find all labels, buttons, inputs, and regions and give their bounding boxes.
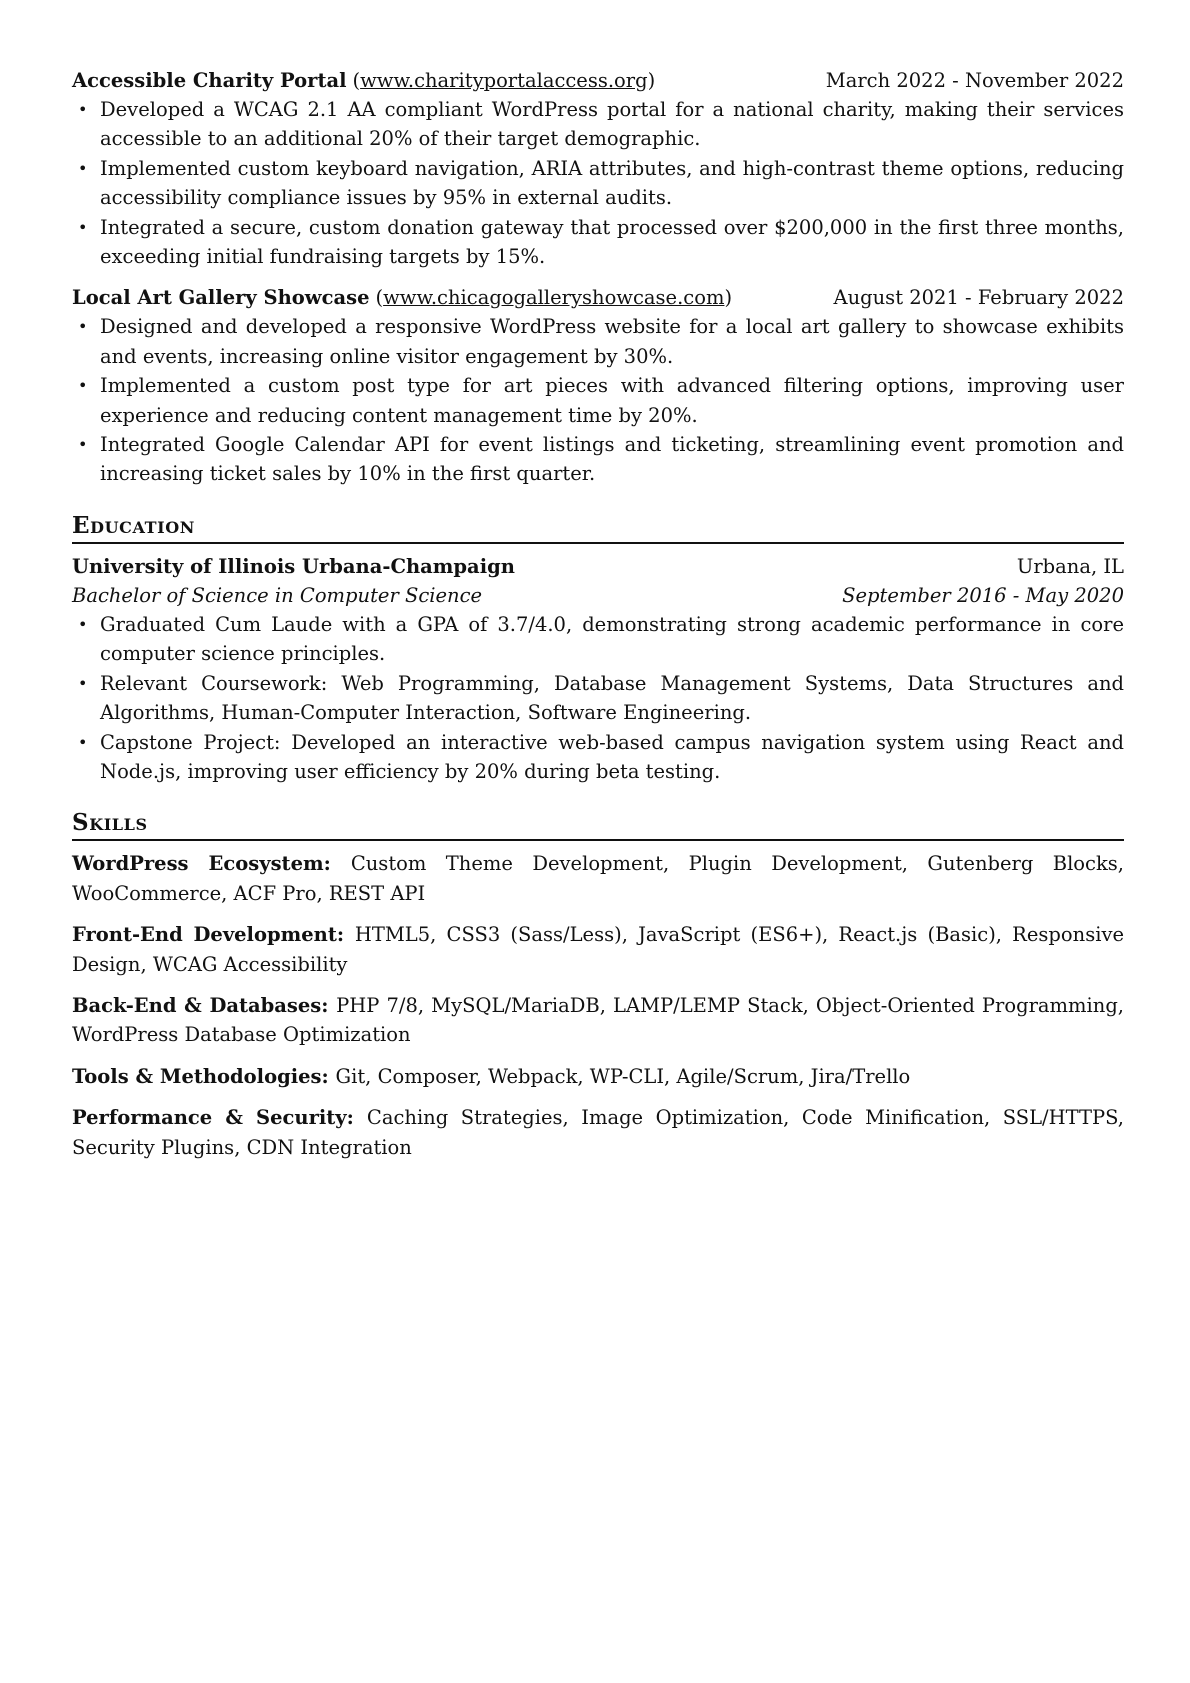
degree-row xyxy=(72,581,1124,610)
bullet-item: • Designed and developed a responsive WordPress website for a local art gallery to showcase exhibits and events, increasing online visitor engagement by 30%. xyxy=(72,312,1124,371)
skill-text: Caching Strategies, Image Optimization, Code Minification, SSL/HTTPS, Security Plugins, CDN Integration xyxy=(72,1106,1124,1159)
education-heading: Education xyxy=(72,511,1124,544)
bullet-item: • Integrated Google Calendar API for event listings and ticketing, streamlining event promotion and increasing ticket sales by 10% in the first quarter. xyxy=(72,430,1124,489)
skill-row xyxy=(72,1062,1124,1091)
education-entry xyxy=(72,552,1124,786)
skill-text: HTML5, CSS3 (Sass/Less), JavaScript (ES6+), React.js (Basic), Responsive Design, WCAG Accessibility xyxy=(72,923,1124,976)
project-dates: August 2021 - February 2022 xyxy=(833,286,1124,310)
skill-label: Back-End & Databases: xyxy=(72,993,337,1017)
bullet-item: • Implemented a custom post type for art pieces with advanced filtering options, improving user experience and reducing content management time by 20%. xyxy=(72,371,1124,430)
skill-row xyxy=(72,1103,1124,1162)
skill-label: WordPress Ecosystem: xyxy=(72,852,351,876)
project-title: Local Art Gallery Showcase xyxy=(72,286,370,310)
degree-name: Bachelor of Science in Computer Science xyxy=(72,583,483,607)
project-dates: March 2022 - November 2022 xyxy=(825,69,1124,92)
school-header xyxy=(72,552,1124,581)
education-bullets xyxy=(72,610,1124,786)
skill-label: Performance & Security: xyxy=(72,1106,367,1130)
bullet-item: • Graduated Cum Laude with a GPA of 3.7/4.0, demonstrating strong academic performance in core computer science principles. xyxy=(72,610,1124,669)
project-bullets xyxy=(72,95,1124,271)
school-name: University of Illinois Urbana-Champaign xyxy=(72,554,515,578)
bullet-item: • Capstone Project: Developed an interactive web-based campus navigation system using React and Node.js, improving user efficiency by 20% during beta testing. xyxy=(72,728,1124,787)
project-link-wrap: (www.chicagogalleryshowcase.com) xyxy=(375,286,733,310)
project-title: Accessible Charity Portal xyxy=(72,69,347,92)
skill-row xyxy=(72,849,1124,908)
project-entry xyxy=(72,283,1124,488)
skill-text: Custom Theme Development, Plugin Development, Gutenberg Blocks, WooCommerce, ACF Pro, REST API xyxy=(72,852,1124,905)
bullet-item: • Implemented custom keyboard navigation, ARIA attributes, and high-contrast theme options, reducing accessibility compliance issues by 95% in external audits. xyxy=(72,154,1124,213)
project-header xyxy=(72,66,1124,95)
skills-heading: Skills xyxy=(72,808,1124,841)
skills-list xyxy=(72,849,1124,1162)
project-link-wrap: (www.charityportalaccess.org) xyxy=(352,69,656,92)
project-link[interactable]: www.chicagogalleryshowcase.com xyxy=(383,286,725,310)
bullet-item: • Relevant Coursework: Web Programming, Database Management Systems, Data Structures and Algorithms, Human-Computer Interaction, Software Engineering. xyxy=(72,669,1124,728)
project-bullets xyxy=(72,312,1124,488)
skill-label: Front-End Development: xyxy=(72,923,355,947)
skill-text: Git, Composer, Webpack, WP-CLI, Agile/Scrum, Jira/Trello xyxy=(335,1064,911,1088)
skill-row xyxy=(72,991,1124,1050)
skill-label: Tools & Methodologies: xyxy=(72,1064,336,1088)
project-entry xyxy=(72,66,1124,271)
skill-row xyxy=(72,920,1124,979)
bullet-item: • Developed a WCAG 2.1 AA compliant WordPress portal for a national charity, making their services accessible to an additional 20% of their target demographic. xyxy=(72,95,1124,154)
project-header xyxy=(72,283,1124,312)
skill-text: PHP 7/8, MySQL/MariaDB, LAMP/LEMP Stack, Object-Oriented Programming, WordPress Database Optimization xyxy=(72,993,1124,1047)
degree-dates: September 2016 - May 2020 xyxy=(842,583,1124,607)
school-location: Urbana, IL xyxy=(1016,554,1124,578)
project-link[interactable]: www.charityportalaccess.org xyxy=(360,69,648,92)
bullet-item: • Integrated a secure, custom donation gateway that processed over $200,000 in the first three months, exceeding initial fundraising targets by 15%. xyxy=(72,213,1124,272)
